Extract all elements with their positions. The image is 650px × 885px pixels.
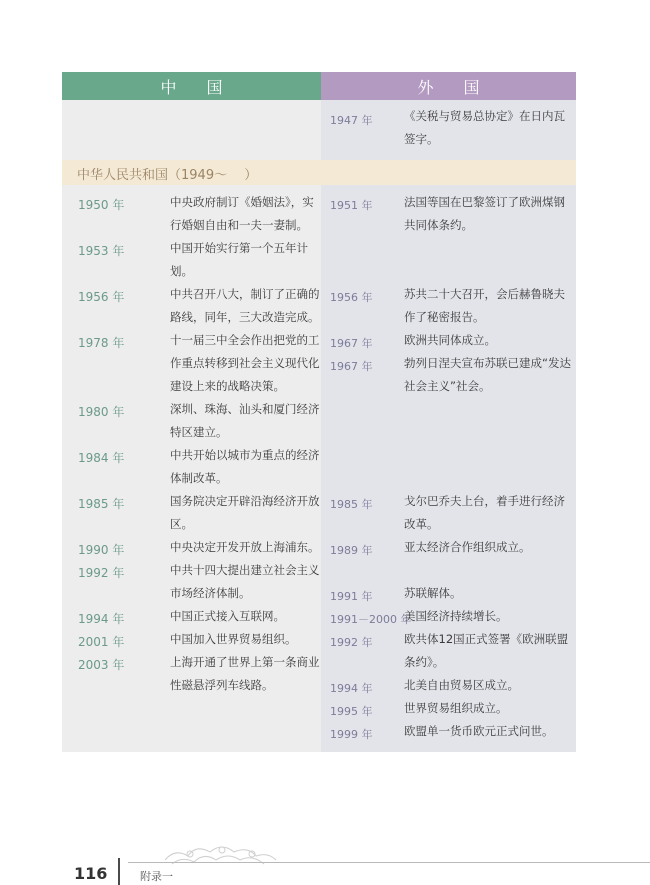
foreign-year: 1989 年 xyxy=(330,544,373,557)
foreign-year: 1967 年 xyxy=(330,360,373,373)
footer-rule xyxy=(128,862,650,863)
foreign-event-text: 戈尔巴乔夫上台，着手进行经济改革。 xyxy=(404,494,565,531)
chronology-table xyxy=(62,72,576,752)
foreign-event-text: 苏联解体。 xyxy=(404,586,462,600)
foreign-event-text: 欧洲共同体成立。 xyxy=(404,333,496,347)
china-event-text: 中国正式接入互联网。 xyxy=(170,609,285,623)
china-year: 1953 年 xyxy=(78,244,125,258)
china-year: 2001 年 xyxy=(78,635,125,649)
china-event-text: 中国开始实行第一个五年计划。 xyxy=(170,241,308,278)
foreign-event-text: 《关税与贸易总协定》在日内瓦签字。 xyxy=(404,109,565,146)
footer-divider xyxy=(118,858,120,885)
china-event-text: 中央决定开发开放上海浦东。 xyxy=(170,540,320,554)
foreign-year: 1947 年 xyxy=(330,114,373,127)
foreign-event-text: 欧共体12国正式签署《欧洲联盟条约》。 xyxy=(404,632,569,669)
foreign-event-text: 苏共二十大召开，会后赫鲁晓夫作了秘密报告。 xyxy=(404,287,565,324)
china-event-text: 上海开通了世界上第一条商业性磁悬浮列车线路。 xyxy=(170,655,320,692)
section-band xyxy=(62,160,576,185)
china-year: 2003 年 xyxy=(78,658,125,672)
foreign-event-text: 亚太经济合作组织成立。 xyxy=(404,540,531,554)
china-year: 1984 年 xyxy=(78,451,125,465)
china-event-text: 中央政府制订《婚姻法》，实行婚姻自由和一夫一妻制。 xyxy=(170,195,314,232)
china-event-text: 中国加入世界贸易组织。 xyxy=(170,632,297,646)
china-event-text: 十一届三中全会作出把党的工作重点转移到社会主义现代化建设上来的战略决策。 xyxy=(170,333,320,393)
foreign-year: 1951 年 xyxy=(330,199,373,212)
section-title: 中华人民共和国（1949～ ） xyxy=(77,168,258,183)
foreign-year: 1985 年 xyxy=(330,498,373,511)
foreign-event-text: 欧盟单一货币欧元正式问世。 xyxy=(404,724,554,738)
foreign-year: 1967 年 xyxy=(330,337,373,350)
foreign-event-text: 世界贸易组织成立。 xyxy=(404,701,508,715)
china-event-text: 深圳、珠海、汕头和厦门经济特区建立。 xyxy=(170,402,320,439)
china-year: 1978 年 xyxy=(78,336,125,350)
foreign-event-text: 北美自由贸易区成立。 xyxy=(404,678,519,692)
china-year: 1950 年 xyxy=(78,198,125,212)
china-year: 1990 年 xyxy=(78,543,125,557)
china-year: 1956 年 xyxy=(78,290,125,304)
china-event-text: 国务院决定开辟沿海经济开放区。 xyxy=(170,494,320,531)
foreign-column-header: 外国 xyxy=(321,72,576,100)
foreign-year: 1991－2000 年 xyxy=(330,613,412,626)
foreign-year: 1999 年 xyxy=(330,728,373,741)
cloud-ornament-icon xyxy=(160,838,280,868)
china-event-text: 中共开始以城市为重点的经济体制改革。 xyxy=(170,448,320,485)
foreign-event-text: 勃列日涅夫宣布苏联已建成“发达社会主义”社会。 xyxy=(404,356,571,393)
china-event-text: 中共十四大提出建立社会主义市场经济体制。 xyxy=(170,563,320,600)
page-number: 116 xyxy=(74,864,108,883)
china-column-header: 中国 xyxy=(62,72,321,100)
china-event-text: 中共召开八大，制订了正确的路线，同年，三大改造完成。 xyxy=(170,287,320,324)
china-year: 1992 年 xyxy=(78,566,125,580)
foreign-year: 1992 年 xyxy=(330,636,373,649)
china-year: 1985 年 xyxy=(78,497,125,511)
china-year: 1980 年 xyxy=(78,405,125,419)
foreign-year: 1994 年 xyxy=(330,682,373,695)
appendix-label: 附录一 xyxy=(140,870,173,883)
foreign-year: 1956 年 xyxy=(330,291,373,304)
china-year: 1994 年 xyxy=(78,612,125,626)
foreign-year: 1995 年 xyxy=(330,705,373,718)
foreign-year: 1991 年 xyxy=(330,590,373,603)
foreign-event-text: 法国等国在巴黎签订了欧洲煤钢共同体条约。 xyxy=(404,195,565,232)
foreign-event-text: 美国经济持续增长。 xyxy=(404,609,508,623)
